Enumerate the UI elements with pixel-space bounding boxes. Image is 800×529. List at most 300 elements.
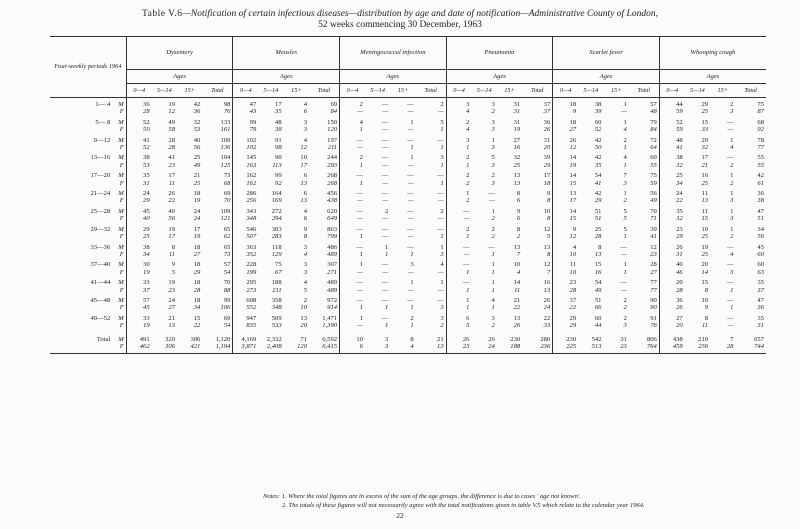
value-cell: — xyxy=(446,241,471,251)
value-cell: 25 xyxy=(701,233,709,241)
value-cell: 1 xyxy=(410,279,414,287)
value-cell: 21 xyxy=(193,172,201,180)
total-cell: 68 xyxy=(223,179,231,187)
value-cell: 46 xyxy=(659,269,684,276)
total-cell: 90 xyxy=(650,304,657,312)
total-cell: 1 xyxy=(440,233,444,241)
period-cell xyxy=(50,251,112,258)
value-cell: 56 xyxy=(168,215,175,223)
value-cell: 35 xyxy=(659,205,684,215)
value-cell: 59 xyxy=(659,126,684,133)
value-cell: 19 xyxy=(701,243,709,251)
total-cell: 3 xyxy=(440,304,444,312)
total-cell: 73 xyxy=(223,172,231,180)
total-cell: 268 xyxy=(327,179,338,187)
value-cell: 6 xyxy=(516,215,521,223)
value-cell: 35 xyxy=(143,172,150,180)
value-cell: — xyxy=(382,215,389,223)
value-cell: 162 xyxy=(233,180,258,187)
value-cell: 2,408 xyxy=(258,343,283,354)
total-cell: 3 xyxy=(440,314,444,322)
value-cell: 8 xyxy=(171,243,175,251)
total-cell: 268 xyxy=(327,172,338,180)
value-cell: 25 xyxy=(701,108,709,116)
period-cell xyxy=(50,322,112,329)
total-cell: 8 xyxy=(546,197,551,205)
period-cell: 29—32 xyxy=(90,225,111,233)
total-cell: 764 xyxy=(629,343,660,354)
value-cell: 2 xyxy=(491,233,495,241)
table-row xyxy=(50,162,766,169)
value-cell: 26 xyxy=(513,322,521,330)
value-cell: 26 xyxy=(659,304,684,311)
age-group-header: Total xyxy=(629,84,660,98)
value-cell: 320 xyxy=(165,335,175,343)
value-cell: 24 xyxy=(143,190,150,198)
value-cell: 4 xyxy=(303,279,307,287)
value-cell: 10 xyxy=(300,304,307,312)
value-cell: 1 xyxy=(491,268,495,276)
value-cell: 256 xyxy=(233,197,258,204)
ages-header: Ages xyxy=(233,70,340,84)
value-cell: — xyxy=(727,322,734,330)
value-cell: 6 xyxy=(516,197,521,205)
total-cell: 36 xyxy=(757,190,764,198)
value-cell: 256 xyxy=(685,343,710,354)
value-cell: 40 xyxy=(143,215,150,223)
value-cell: — xyxy=(381,314,389,322)
value-cell: 13 xyxy=(513,179,521,187)
value-cell: 947 xyxy=(233,312,258,322)
total-cell: 197 xyxy=(327,136,338,144)
value-cell: 41 xyxy=(143,136,150,144)
ages-header: Ages xyxy=(553,70,660,84)
total-cell: 489 xyxy=(327,279,338,287)
total-cell: 47 xyxy=(757,296,764,304)
value-cell: 31 xyxy=(620,335,627,343)
value-cell: 102 xyxy=(233,134,258,144)
value-cell: 28 xyxy=(553,287,578,294)
value-cell: 2 xyxy=(730,101,734,108)
age-group-header: Total xyxy=(522,84,553,98)
value-cell: 18 xyxy=(193,296,201,304)
total-cell: 121 xyxy=(220,215,231,223)
value-cell: 2 xyxy=(491,225,495,233)
table-title xyxy=(0,9,800,31)
value-cell: — xyxy=(340,197,365,204)
value-cell: 2 xyxy=(623,296,627,304)
value-cell: 1 xyxy=(410,154,414,162)
value-cell: 1 xyxy=(384,243,389,251)
value-cell: 33 xyxy=(143,279,150,287)
value-cell: 3 xyxy=(491,314,495,322)
sex-cell: F xyxy=(112,269,126,276)
table-row xyxy=(50,144,766,151)
value-cell: 40 xyxy=(659,258,684,268)
value-cell: — xyxy=(340,215,365,222)
age-group-header: 0—4 xyxy=(126,84,151,98)
value-cell: — xyxy=(407,126,414,134)
value-cell: 6 xyxy=(303,190,307,198)
value-cell: — xyxy=(382,233,389,241)
sex-cell: M xyxy=(112,151,126,161)
value-cell: 4 xyxy=(303,207,307,215)
value-cell: 38 xyxy=(659,151,684,161)
total-cell: 10 xyxy=(543,207,551,215)
period-cell: 13—16 xyxy=(90,154,111,162)
total-cell: 38 xyxy=(757,197,764,205)
table-row xyxy=(50,180,766,187)
value-cell: — xyxy=(620,279,627,287)
period-cell: 5— 8 xyxy=(95,118,111,126)
value-cell: 1 xyxy=(384,322,389,330)
total-cell: 1,390 xyxy=(322,322,338,330)
value-cell: 2 xyxy=(446,223,471,233)
value-cell: — xyxy=(407,286,414,294)
value-cell: 120 xyxy=(284,343,309,354)
total-cell: 54 xyxy=(223,322,231,330)
value-cell: 1 xyxy=(623,144,627,152)
total-cell: 106 xyxy=(220,304,231,312)
value-cell: 2 xyxy=(516,233,521,241)
value-cell: 12 xyxy=(168,108,175,116)
value-cell: 286 xyxy=(233,187,258,197)
period-cell: 17—20 xyxy=(90,172,111,180)
value-cell: 1 xyxy=(623,101,627,108)
value-cell: 145 xyxy=(233,151,258,161)
value-cell: 48 xyxy=(275,118,282,126)
value-cell: 113 xyxy=(272,161,282,169)
total-cell: 60 xyxy=(650,154,657,162)
total-cell: — xyxy=(437,286,444,294)
table-subtitle: 52 weeks commencing 30 December, 1963 xyxy=(318,20,482,30)
value-cell: 16 xyxy=(513,144,521,152)
value-cell: 2 xyxy=(623,304,627,312)
value-cell: 513 xyxy=(578,343,603,354)
value-cell: 211 xyxy=(272,286,282,294)
value-cell: — xyxy=(407,215,414,223)
value-cell: 1 xyxy=(340,312,365,322)
period-cell xyxy=(50,126,112,133)
ages-header: Ages xyxy=(446,70,553,84)
total-cell: 744 xyxy=(735,343,766,354)
total-cell: 8 xyxy=(546,215,551,223)
value-cell: 2 xyxy=(730,179,734,187)
value-cell: — xyxy=(381,101,389,108)
total-cell: 31 xyxy=(543,136,551,144)
value-cell: 3 xyxy=(491,118,495,126)
value-cell: 1 xyxy=(730,304,734,312)
value-cell: — xyxy=(340,322,365,329)
total-cell: 972 xyxy=(327,296,338,304)
value-cell: 24 xyxy=(193,207,201,215)
value-cell: 27 xyxy=(193,250,201,258)
value-cell: 18 xyxy=(193,279,201,287)
value-cell: 16 xyxy=(594,268,602,276)
table-row xyxy=(50,223,766,233)
value-cell: 169 xyxy=(271,197,282,205)
value-cell: 29 xyxy=(594,197,602,205)
value-cell: 52 xyxy=(594,126,602,134)
total-cell: 92 xyxy=(757,126,764,134)
value-cell: 4 xyxy=(390,343,415,354)
value-cell: — xyxy=(407,225,414,233)
total-cell: 33 xyxy=(543,322,551,330)
value-cell: 1 xyxy=(340,162,365,169)
value-cell: 11 xyxy=(168,179,175,187)
value-cell: 3 xyxy=(303,126,307,134)
value-cell: 19 xyxy=(168,279,175,287)
value-cell: 230 xyxy=(510,335,521,343)
value-cell: 8 xyxy=(516,190,521,198)
value-cell: 5 xyxy=(303,286,307,294)
value-cell: — xyxy=(381,279,389,287)
value-cell: 2 xyxy=(446,180,471,187)
total-cell: 36 xyxy=(543,118,551,126)
sex-cell: M xyxy=(112,169,126,179)
value-cell: 38 xyxy=(143,154,150,162)
table-row xyxy=(50,276,766,286)
total-cell: 13 xyxy=(543,243,551,251)
value-cell: 26 xyxy=(553,134,578,144)
total-cell: 150 xyxy=(327,118,338,126)
total-cell: 88 xyxy=(223,286,231,294)
value-cell: 462 xyxy=(126,343,151,354)
period-header: Four-weekly periods 1964 xyxy=(50,37,126,98)
value-cell: 3 xyxy=(384,335,389,343)
total-cell: 69 xyxy=(223,190,231,198)
total-cell: 75 xyxy=(757,101,764,108)
total-cell: 59 xyxy=(650,179,657,187)
period-cell: 49—52 xyxy=(90,314,111,322)
table-row xyxy=(50,304,766,311)
sex-cell: M xyxy=(112,276,126,286)
value-cell: 20 xyxy=(659,276,684,286)
sex-cell: F xyxy=(112,251,126,258)
value-cell: 15 xyxy=(701,279,709,287)
value-cell: 36 xyxy=(193,108,201,116)
value-cell: 5 xyxy=(623,225,627,233)
value-cell: 363 xyxy=(233,241,258,251)
value-cell: 41 xyxy=(168,154,175,162)
value-cell: — xyxy=(381,225,389,233)
total-cell: 64 xyxy=(650,144,657,152)
value-cell: 12 xyxy=(553,233,578,240)
value-cell: 12 xyxy=(553,144,578,151)
value-cell: 31 xyxy=(513,118,521,126)
value-cell: 90 xyxy=(275,154,282,162)
value-cell: 13 xyxy=(513,314,521,322)
value-cell: 3 xyxy=(491,126,495,134)
value-cell: — xyxy=(340,205,365,215)
table-row xyxy=(50,294,766,304)
value-cell: — xyxy=(340,187,365,197)
value-cell: 25 xyxy=(701,250,709,258)
value-cell: 18 xyxy=(553,116,578,126)
value-cell: 1 xyxy=(446,304,471,311)
total-cell: — xyxy=(437,172,444,180)
table-row xyxy=(50,205,766,215)
value-cell: 15 xyxy=(193,314,201,322)
value-cell: 21 xyxy=(701,161,709,169)
age-group-header: Total xyxy=(735,84,766,98)
value-cell: 58 xyxy=(168,126,175,134)
age-group-header: 5—14 xyxy=(258,84,283,98)
value-cell: — xyxy=(340,287,365,294)
value-cell: 40 xyxy=(168,207,175,215)
age-group-header: Total xyxy=(202,84,233,98)
value-cell: 3 xyxy=(491,101,495,108)
value-cell: 188 xyxy=(497,343,522,354)
value-cell: 3 xyxy=(365,343,390,354)
value-cell: 3,871 xyxy=(233,343,258,354)
value-cell: 8 xyxy=(303,233,307,241)
value-cell: 99 xyxy=(275,172,282,180)
value-cell: 98 xyxy=(275,144,282,152)
period-cell: 45—48 xyxy=(90,296,111,304)
value-cell: 17 xyxy=(168,172,175,180)
value-cell: 6 xyxy=(340,343,365,354)
value-cell: — xyxy=(340,241,365,251)
value-cell: 5 xyxy=(171,268,175,276)
value-cell: 49 xyxy=(168,118,175,126)
age-group-header: 0—4 xyxy=(446,84,471,98)
total-cell: 79 xyxy=(650,118,657,126)
value-cell: — xyxy=(407,136,414,144)
value-cell: 67 xyxy=(275,268,282,276)
value-cell: 225 xyxy=(553,343,578,354)
value-cell: 1 xyxy=(491,304,495,312)
total-cell: 2 xyxy=(440,101,444,108)
value-cell: 56 xyxy=(193,144,201,152)
table-row xyxy=(50,322,766,329)
total-cell: 28 xyxy=(650,261,657,269)
value-cell: 23 xyxy=(168,286,175,294)
total-cell: 71 xyxy=(650,215,657,223)
value-cell: 5 xyxy=(623,207,627,215)
value-cell: 19 xyxy=(553,162,578,169)
age-group-header: 0—4 xyxy=(233,84,258,98)
value-cell: 4 xyxy=(303,250,307,258)
value-cell: 17 xyxy=(275,101,282,108)
value-cell: 1 xyxy=(491,207,495,215)
total-cell: 109 xyxy=(220,207,231,215)
value-cell: — xyxy=(620,108,627,116)
value-cell: 52 xyxy=(143,144,150,152)
table-row xyxy=(50,287,766,294)
value-cell: 9 xyxy=(303,225,307,233)
total-cell: 9 xyxy=(546,190,551,198)
age-group-header: 5—14 xyxy=(471,84,496,98)
value-cell: 10 xyxy=(553,251,578,258)
value-cell: 306 xyxy=(190,335,201,343)
value-cell: 36 xyxy=(143,101,150,108)
value-cell: — xyxy=(726,296,734,304)
value-cell: 1 xyxy=(730,190,734,198)
value-cell: 31 xyxy=(513,108,521,116)
total-cell: 26 xyxy=(543,296,551,304)
total-cell: 99 xyxy=(223,296,231,304)
value-cell: 9 xyxy=(553,108,578,115)
total-cell: 20 xyxy=(543,144,551,152)
value-cell: — xyxy=(407,101,414,108)
total-cell: 456 xyxy=(327,190,338,198)
value-cell: — xyxy=(446,251,471,258)
value-cell: 1 xyxy=(730,172,734,180)
value-cell: 3 xyxy=(491,179,495,187)
total-cell: 65 xyxy=(223,243,231,251)
value-cell: 18 xyxy=(193,190,201,198)
value-cell: 6 xyxy=(303,172,307,180)
age-group-header: 5—14 xyxy=(152,84,177,98)
total-cell: 489 xyxy=(327,286,338,294)
total-cell: 104 xyxy=(220,154,231,162)
sex-cell: M xyxy=(112,330,126,343)
value-cell: 3 xyxy=(446,98,471,109)
value-cell: 37 xyxy=(143,286,150,294)
value-cell: 1 xyxy=(410,118,414,126)
total-cell: 1 xyxy=(440,279,444,287)
value-cell: 1 xyxy=(410,144,414,152)
value-cell: 1 xyxy=(410,304,414,312)
value-cell: 2 xyxy=(491,215,495,223)
value-cell: 4 xyxy=(446,108,471,115)
total-cell: 57 xyxy=(650,101,657,108)
value-cell: 306 xyxy=(152,343,177,354)
value-cell: 17 xyxy=(701,154,709,162)
table-row xyxy=(50,116,766,126)
table-row xyxy=(50,197,766,204)
value-cell: 66 xyxy=(594,304,602,312)
value-cell: 57 xyxy=(143,296,150,304)
value-cell: 1 xyxy=(446,144,471,151)
value-cell: 22 xyxy=(513,304,521,312)
value-cell: 24 xyxy=(168,296,175,304)
ages-header: Ages xyxy=(340,70,447,84)
value-cell: — xyxy=(382,108,389,116)
value-cell: — xyxy=(381,172,389,180)
value-cell: 4 xyxy=(516,268,521,276)
value-cell: 2 xyxy=(491,322,495,330)
age-group-header: 15+ xyxy=(497,84,522,98)
value-cell: 5 xyxy=(623,215,627,223)
value-cell: 25 xyxy=(193,154,201,162)
period-cell: 21—24 xyxy=(90,190,111,198)
value-cell: — xyxy=(382,197,389,205)
value-cell: — xyxy=(726,261,734,269)
value-cell: — xyxy=(340,294,365,304)
value-cell: 19 xyxy=(193,197,201,205)
period-cell: 33—36 xyxy=(90,243,111,251)
age-group-header: Total xyxy=(416,84,446,98)
value-cell: 44 xyxy=(659,98,684,109)
value-cell: 19 xyxy=(168,225,175,233)
value-cell: 2 xyxy=(730,161,734,169)
value-cell: 8 xyxy=(516,225,521,233)
total-cell: 799 xyxy=(327,233,338,241)
value-cell: — xyxy=(340,134,365,144)
value-cell: 421 xyxy=(177,343,202,354)
value-cell: 53 xyxy=(193,126,201,134)
sex-cell: F xyxy=(112,108,126,115)
value-cell: 7 xyxy=(730,335,734,343)
value-cell: 4,169 xyxy=(233,330,258,343)
total-cell: 125 xyxy=(220,161,231,169)
value-cell: 18 xyxy=(553,98,578,109)
total-cell: 77 xyxy=(757,144,764,152)
total-cell: 69 xyxy=(330,101,338,108)
sex-cell: M xyxy=(112,294,126,304)
